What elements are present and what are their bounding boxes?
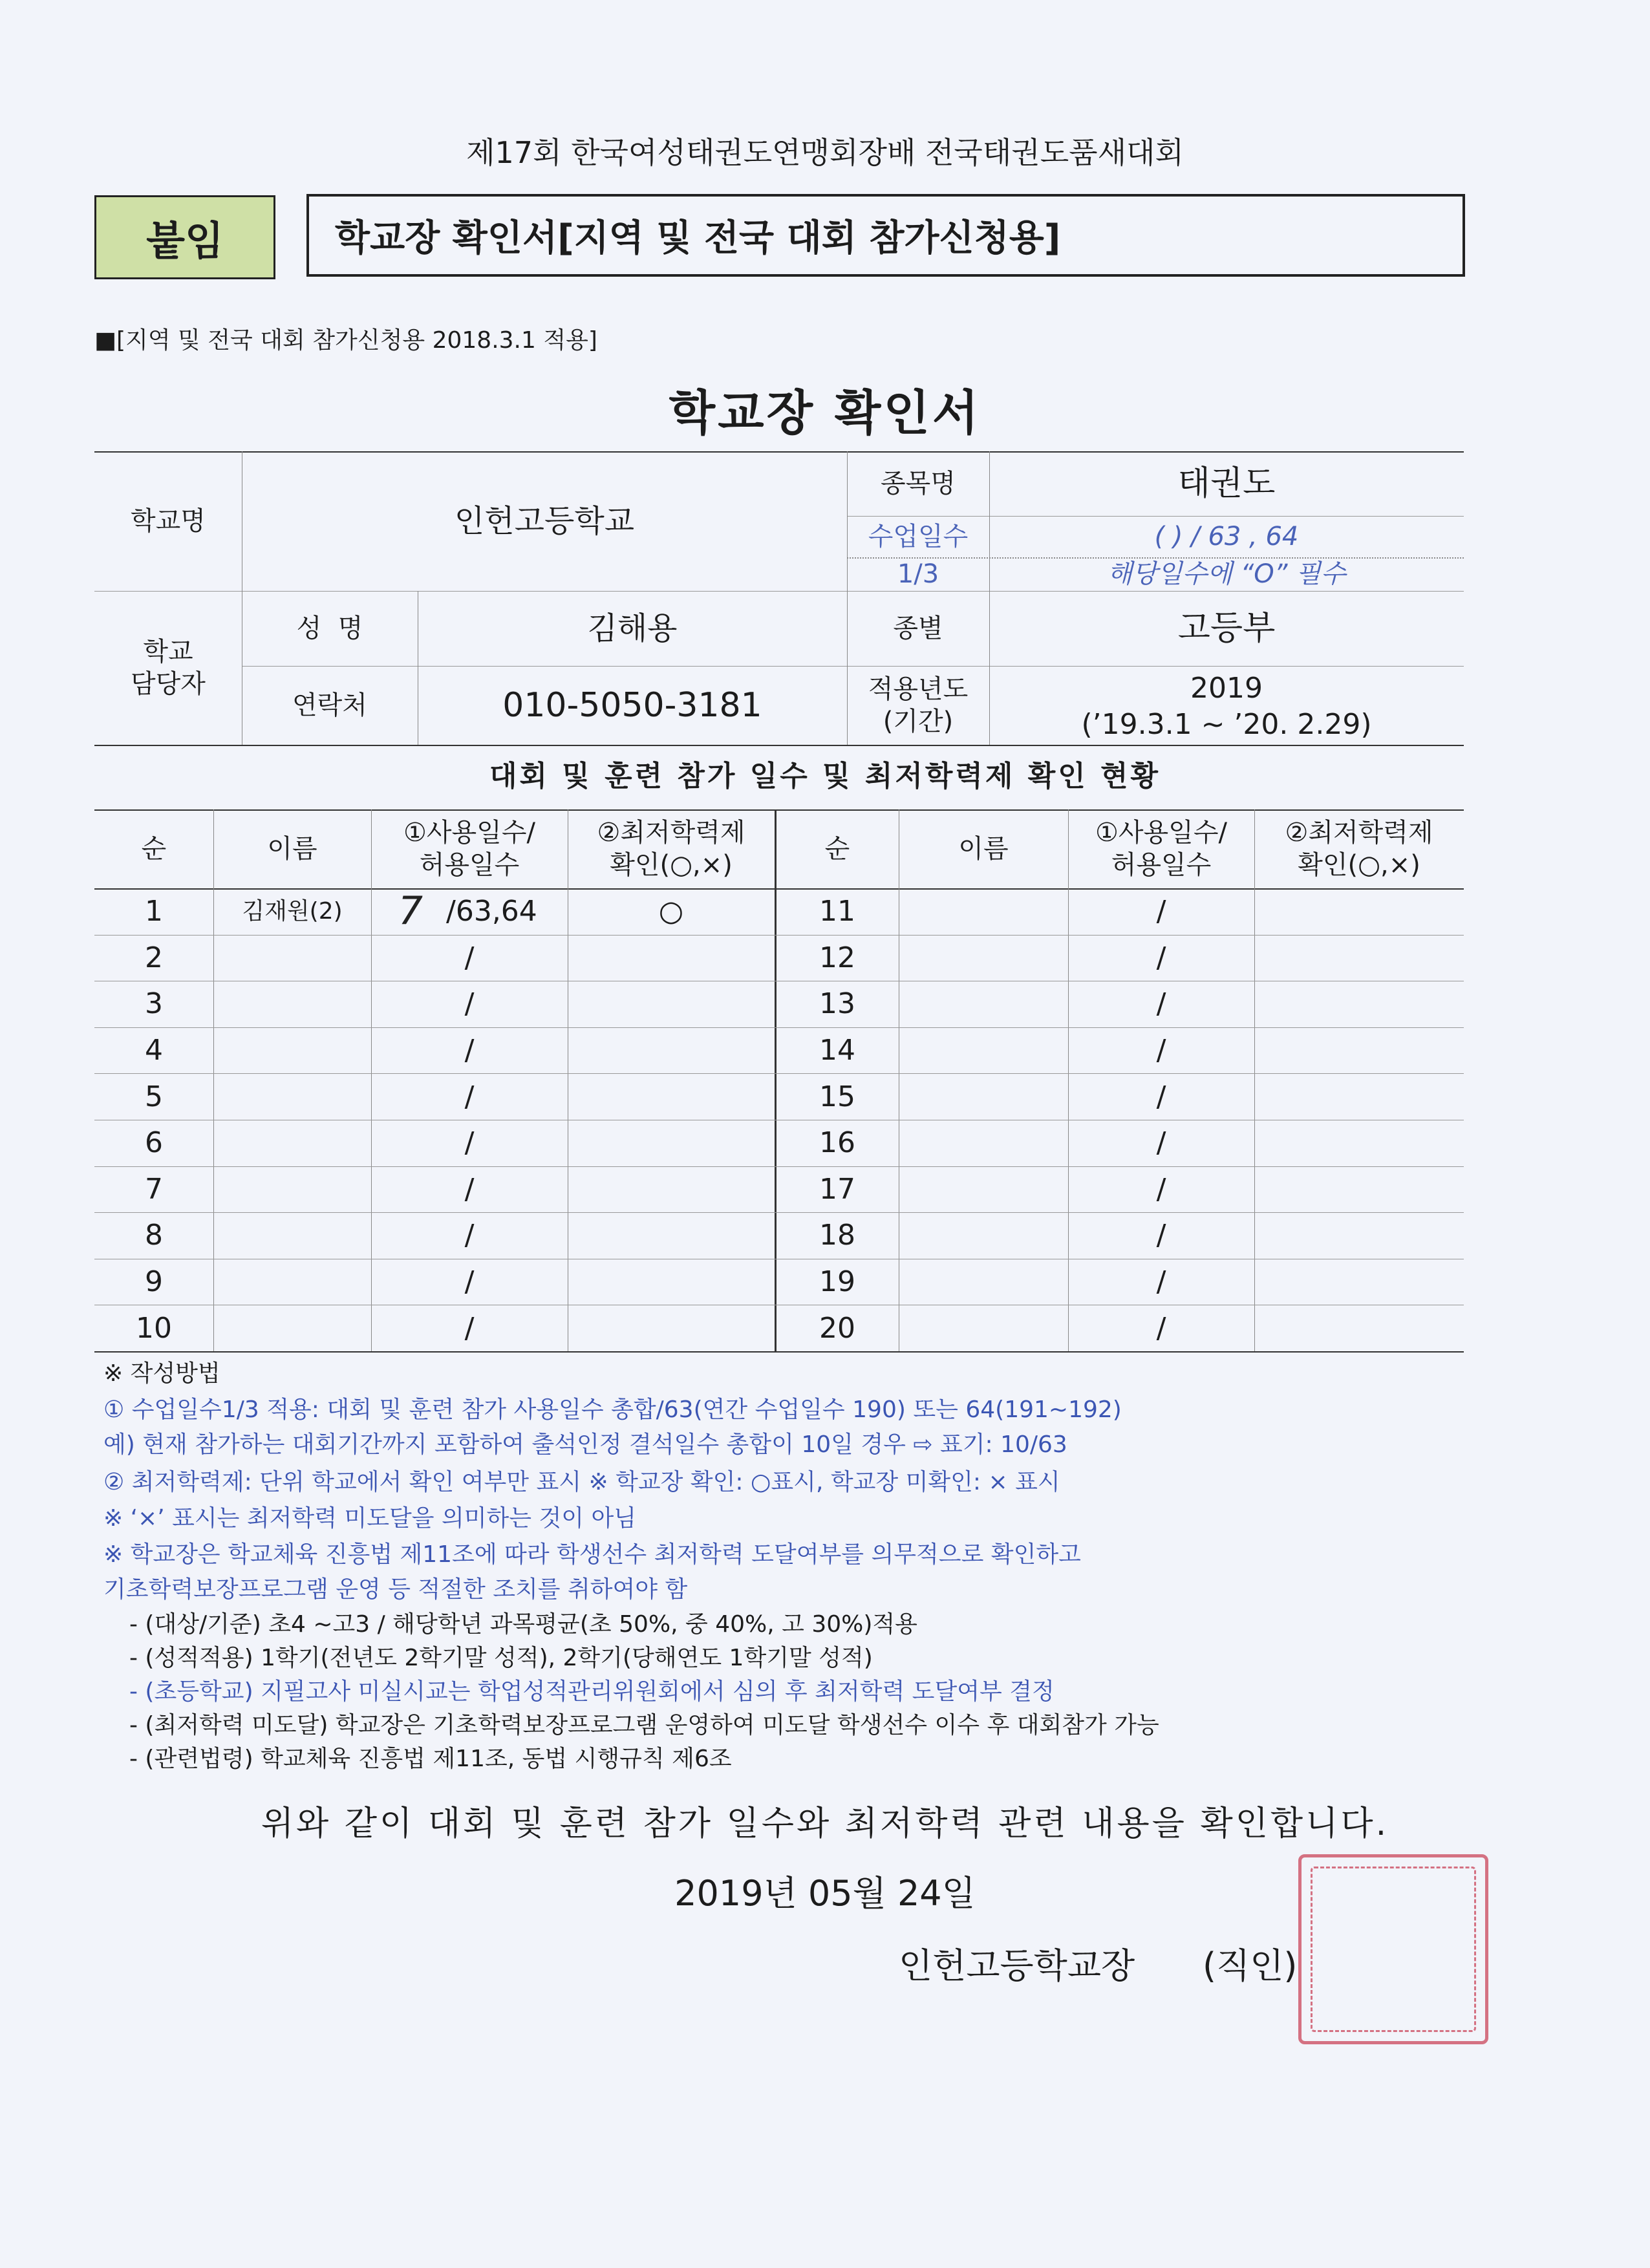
row-name bbox=[899, 1073, 1068, 1120]
row-name bbox=[213, 1073, 371, 1120]
row-check bbox=[1254, 1166, 1464, 1213]
row-name bbox=[899, 1166, 1068, 1213]
row-name bbox=[899, 1027, 1068, 1074]
seal-mark: (직인) bbox=[1203, 1945, 1298, 1986]
row-number: 17 bbox=[819, 1172, 855, 1206]
row-days: / bbox=[1156, 941, 1166, 974]
attachment-badge: 붙임 bbox=[94, 195, 275, 279]
row-number: 10 bbox=[136, 1311, 172, 1345]
row-number: 4 bbox=[145, 1034, 163, 1067]
notes-heading: ※ 작성방법 bbox=[103, 1360, 220, 1387]
note-line: ① 수업일수1/3 적용: 대회 및 훈련 참가 사용일수 총합/63(연간 수업일수 190) 또는 64(191~192) bbox=[103, 1396, 1122, 1423]
row-number: 14 bbox=[819, 1034, 855, 1067]
col-header-check: ②최저학력제 확인(○,×) bbox=[1285, 818, 1433, 880]
sport-value: 태권도 bbox=[1177, 464, 1276, 503]
manager-name: 김해용 bbox=[587, 610, 678, 647]
row-number: 2 bbox=[145, 941, 163, 974]
row-days: / bbox=[464, 1126, 475, 1160]
row-name: 김재원(2) bbox=[242, 898, 343, 925]
row-days: / bbox=[1156, 1172, 1166, 1206]
row-check bbox=[1254, 1027, 1464, 1074]
row-check bbox=[568, 935, 775, 981]
division-label: 종별 bbox=[893, 614, 943, 643]
row-number: 20 bbox=[819, 1311, 855, 1345]
row-name bbox=[899, 888, 1068, 935]
row-number: 12 bbox=[819, 941, 855, 974]
row-name bbox=[899, 1305, 1068, 1351]
manager-name-label: 성 명 bbox=[296, 614, 363, 643]
row-name bbox=[213, 1166, 371, 1213]
note-line: 기초학력보장프로그램 운영 등 적절한 조치를 취하여야 함 bbox=[103, 1576, 688, 1603]
row-check bbox=[568, 1120, 775, 1166]
col-header-name: 이름 bbox=[267, 834, 317, 864]
class-days-note: 해당일수에 “O” 필수 bbox=[1107, 559, 1346, 589]
period-value: (’19.3.1 ~ ’20. 2.29) bbox=[1081, 707, 1372, 741]
row-days: /63,64 bbox=[446, 895, 537, 928]
row-number: 1 bbox=[145, 895, 163, 928]
contact-label: 연락처 bbox=[292, 690, 367, 720]
row-days: / bbox=[1156, 1265, 1166, 1299]
col-header-no: 순 bbox=[824, 834, 850, 864]
row-name bbox=[213, 1120, 371, 1166]
row-number: 18 bbox=[819, 1219, 855, 1252]
document-title: 학교장 확인서 bbox=[669, 385, 981, 441]
row-check bbox=[568, 1212, 775, 1259]
row-check bbox=[568, 1305, 775, 1351]
class-days-fraction: 1/3 bbox=[897, 559, 939, 589]
row-name bbox=[213, 1027, 371, 1074]
school-name: 인헌고등학교 bbox=[454, 503, 635, 539]
note-line: - (대상/기준) 초4 ~고3 / 해당학년 과목평균(초 50%, 중 40%, 고 30%)적용 bbox=[129, 1611, 917, 1638]
row-check bbox=[568, 1259, 775, 1305]
class-days-label: 수업일수 bbox=[868, 522, 969, 551]
division-value: 고등부 bbox=[1177, 608, 1276, 648]
row-days: / bbox=[1156, 1034, 1166, 1067]
row-name bbox=[899, 1259, 1068, 1305]
principal-title: 인헌고등학교장 bbox=[899, 1945, 1135, 1986]
row-check: ○ bbox=[658, 895, 684, 928]
row-days: / bbox=[1156, 895, 1166, 928]
row-check bbox=[1254, 1259, 1464, 1305]
row-name bbox=[899, 1120, 1068, 1166]
row-days: / bbox=[1156, 1126, 1166, 1160]
row-name bbox=[213, 935, 371, 981]
row-number: 9 bbox=[145, 1265, 163, 1299]
form-title: 학교장 확인서[지역 및 전국 대회 참가신청용] bbox=[306, 194, 1465, 277]
apply-note: ■[지역 및 전국 대회 참가신청용 2018.3.1 적용] bbox=[94, 327, 597, 354]
row-days: / bbox=[464, 987, 475, 1021]
row-check bbox=[1254, 935, 1464, 981]
row-name bbox=[213, 1259, 371, 1305]
row-days: / bbox=[464, 1080, 475, 1113]
class-days-value: ( ) / 63 , 64 bbox=[1154, 522, 1299, 551]
row-days: / bbox=[464, 1219, 475, 1252]
row-number: 7 bbox=[145, 1172, 163, 1206]
row-days: / bbox=[464, 941, 475, 974]
manager-label: 학교 담당자 bbox=[131, 637, 206, 699]
sign-date: 2019년 05월 24일 bbox=[674, 1873, 976, 1914]
row-number: 16 bbox=[819, 1126, 855, 1160]
row-days: / bbox=[1156, 987, 1166, 1021]
row-check bbox=[1254, 1212, 1464, 1259]
note-line: - (관련법령) 학교체육 진흥법 제11조, 동법 시행규칙 제6조 bbox=[129, 1746, 732, 1772]
row-number: 8 bbox=[145, 1219, 163, 1252]
official-seal-icon bbox=[1298, 1854, 1488, 2044]
row-check bbox=[1254, 888, 1464, 935]
school-name-label: 학교명 bbox=[131, 506, 206, 536]
note-line: ② 최저학력제: 단위 학교에서 확인 여부만 표시 ※ 학교장 확인: ○표시, 학교장 미확인: × 표시 bbox=[103, 1469, 1060, 1495]
row-check bbox=[568, 1027, 775, 1074]
row-days: / bbox=[464, 1034, 475, 1067]
row-days: / bbox=[1156, 1219, 1166, 1252]
row-name bbox=[899, 981, 1068, 1027]
event-title: 제17회 한국여성태권도연맹회장배 전국태권도품새대회 bbox=[466, 135, 1184, 170]
year-label: 적용년도 (기간) bbox=[868, 674, 969, 736]
row-number: 5 bbox=[145, 1080, 163, 1113]
note-line: ※ ‘×’ 표시는 최저학력 미도달을 의미하는 것이 아님 bbox=[103, 1505, 637, 1532]
row-name bbox=[899, 1212, 1068, 1259]
status-table-bottom-border bbox=[94, 1351, 1464, 1353]
row-check bbox=[568, 1073, 775, 1120]
row-check bbox=[568, 1166, 775, 1213]
row-number: 13 bbox=[819, 987, 855, 1021]
row-check bbox=[568, 981, 775, 1027]
row-number: 3 bbox=[145, 987, 163, 1021]
row-days: / bbox=[464, 1265, 475, 1299]
row-days: / bbox=[1156, 1080, 1166, 1113]
sport-label: 종목명 bbox=[881, 469, 956, 498]
row-name bbox=[213, 981, 371, 1027]
row-check bbox=[1254, 1305, 1464, 1351]
note-line: - (최저학력 미도달) 학교장은 기초학력보장프로그램 운영하여 미도달 학생선수 이수 후 대회참가 가능 bbox=[129, 1712, 1159, 1738]
status-heading: 대회 및 훈련 참가 일수 및 최저학력제 확인 현황 bbox=[489, 760, 1161, 793]
row-name bbox=[213, 1212, 371, 1259]
row-check bbox=[1254, 1073, 1464, 1120]
note-line: 예) 현재 참가하는 대회기간까지 포함하여 출석인정 결석일수 총합이 10일 경우 ⇨ 표기: 10/63 bbox=[103, 1431, 1067, 1458]
row-number: 11 bbox=[819, 895, 855, 928]
col-header-days: ①사용일수/ 허용일수 bbox=[1095, 818, 1227, 880]
note-line: ※ 학교장은 학교체육 진흥법 제11조에 따라 학생선수 최저학력 도달여부를 의무적으로 확인하고 bbox=[103, 1541, 1081, 1568]
contact-value: 010-5050-3181 bbox=[502, 685, 762, 725]
row-check bbox=[1254, 981, 1464, 1027]
col-header-no: 순 bbox=[141, 834, 167, 864]
confirm-sentence: 위와 같이 대회 및 훈련 참가 일수와 최저학력 관련 내용을 확인합니다. bbox=[261, 1804, 1389, 1843]
note-line: - (성적적용) 1학기(전년도 2학기말 성적), 2학기(당해연도 1학기말 성적) bbox=[129, 1645, 873, 1671]
col-header-days: ①사용일수/ 허용일수 bbox=[403, 818, 535, 880]
row-check bbox=[1254, 1120, 1464, 1166]
row-days: / bbox=[464, 1172, 475, 1206]
info-table-bottom-border bbox=[94, 745, 1464, 746]
row-days: / bbox=[464, 1311, 475, 1345]
official-seal-inner bbox=[1311, 1867, 1476, 2032]
note-line: - (초등학교) 지필고사 미실시교는 학업성적관리위원회에서 심의 후 최저학력 도달여부 결정 bbox=[129, 1678, 1055, 1705]
handwritten-days: 7 bbox=[398, 888, 423, 934]
col-header-name: 이름 bbox=[958, 834, 1009, 864]
col-header-check: ②최저학력제 확인(○,×) bbox=[597, 818, 745, 880]
row-days: / bbox=[1156, 1311, 1166, 1345]
row-number: 15 bbox=[819, 1080, 855, 1113]
year-value: 2019 bbox=[1190, 671, 1263, 705]
row-number: 6 bbox=[145, 1126, 163, 1160]
row-name bbox=[213, 1305, 371, 1351]
row-name bbox=[899, 935, 1068, 981]
row-number: 19 bbox=[819, 1265, 855, 1299]
